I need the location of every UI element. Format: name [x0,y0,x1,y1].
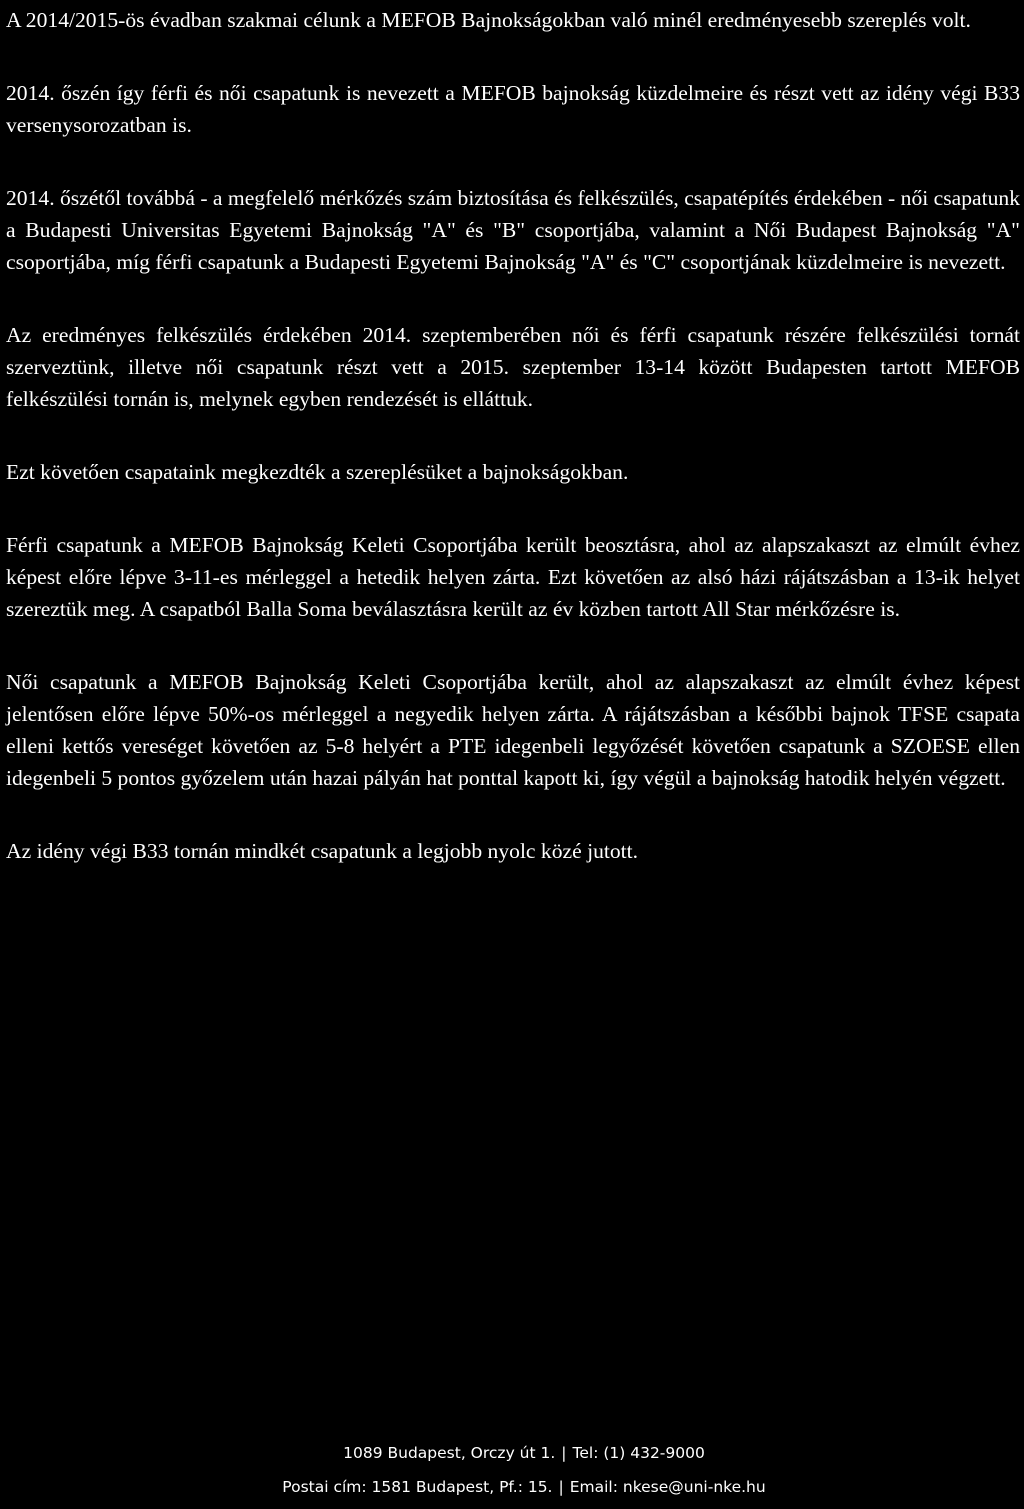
paragraph-womens-team: Női csapatunk a MEFOB Bajnokság Keleti Csoportjába került, ahol az alapszakaszt az elmúlt évhez képest jelentősen előre lépve 50%-os mérleggel a negyedik helyen zárta. A rájátszásban a későbbi bajnok TFSE csapata elleni kettős vereséget követően az 5-8 helyért a PTE idegenbeli legyőzését követően csapatunk a SZOESE ellen idegenbeli 5 pontos győzelem után hazai pályán hat ponttal kapott ki, így végül a bajnokság hatodik helyén végzett. [6,670,1020,790]
paragraph-season-start: Ezt követően csapataink megkezdték a szereplésüket a bajnokságokban. [6,460,629,484]
paragraph-mens-team: Férfi csapatunk a MEFOB Bajnokság Keleti Csoportjába került beosztásra, ahol az alapszakaszt az elmúlt évhez képest előre lépve 3-11-es mérleggel a hetedik helyen zárta. Ezt követően az alsó házi rájátszásban a 13-ik helyet szereztük meg. A csapatból Balla Soma beválasztásra került az év közben tartott All Star mérkőzésre is. [6,533,1020,621]
paragraph-b33-result: Az idény végi B33 tornán mindkét csapatunk a legjobb nyolc közé jutott. [6,839,639,863]
footer-postal-address: Postai cím: 1581 Budapest, Pf.: 15. [282,1478,553,1496]
paragraph-additional-leagues: 2014. őszétől továbbá - a megfelelő mérkőzés szám biztosítása és felkészülés, csapatépítés érdekében - női csapatunk a Budapesti Universitas Egyetemi Bajnokság "A" és "B" csoportjába, valamint a Női Budapest Bajnokság "A" csoportjába, míg férfi csapatunk a Budapesti Egyetemi Bajnokság "A" és "C" csoportjának küzdelmeire is nevezett. [6,186,1020,274]
footer-address: 1089 Budapest, Orczy út 1. [343,1444,556,1462]
footer-email: Email: nkese@uni-nke.hu [569,1478,766,1496]
footer-phone: Tel: (1) 432-9000 [572,1444,705,1462]
footer-contact-line [12,1478,1024,1496]
footer-separator: | [558,1478,564,1496]
paragraph-season-goal: A 2014/2015-ös évadban szakmai célunk a MEFOB Bajnokságokban való minél eredményesebb szereplés volt. [6,8,971,32]
paragraph-preparation: Az eredményes felkészülés érdekében 2014. szeptemberében női és férfi csapatunk részére felkészülési tornát szerveztünk, illetve női csapatunk részt vett a 2015. szeptember 13-14 között Budapesten tartott MEFOB felkészülési tornán is, melynek egyben rendezését is elláttuk. [6,323,1020,411]
footer-address-line [12,1444,1024,1462]
footer-separator: | [561,1444,567,1462]
document-body [6,0,1020,867]
paragraph-autumn-entry: 2014. őszén így férfi és női csapatunk is nevezett a MEFOB bajnokság küzdelmeire és részt vett az idény végi B33 versenysorozatban is. [6,81,1020,137]
